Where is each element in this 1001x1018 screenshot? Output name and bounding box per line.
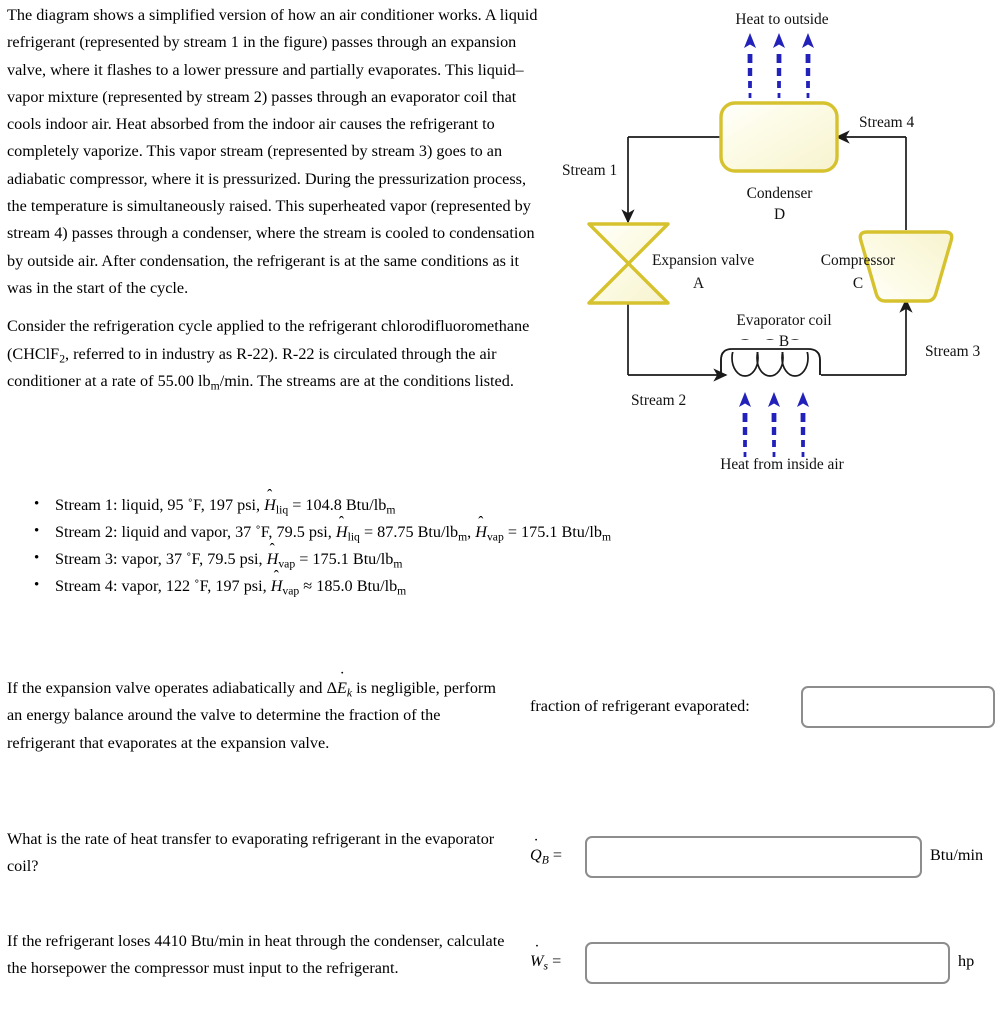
stream-name: Stream 2 (55, 523, 113, 541)
enthalpy-relation: = (299, 550, 309, 568)
stream-colon: : (113, 496, 122, 514)
mass-subscript-m: m (210, 379, 220, 393)
stream-description: liquid, 95 ˚F, 197 psi, (121, 496, 261, 514)
expansion-valve-label: Expansion valve (652, 252, 755, 269)
stream-4-label: Stream 4 (859, 114, 915, 131)
stream-colon: : (113, 550, 122, 568)
heat-from-inside-arrows (739, 392, 809, 457)
enthalpy-relation: ≈ (303, 577, 313, 595)
enthalpy-relation: = (363, 523, 374, 541)
heat-arrow-up-3 (802, 33, 814, 98)
enthalpy-separator: , (467, 523, 476, 541)
enthalpy-subscript: liq (275, 503, 289, 517)
q3-answer-symbol-group (530, 952, 561, 971)
enthalpy-value: 175.1 Btu/lb (312, 550, 394, 568)
question-1-text (7, 675, 507, 757)
enthalpy-relation: = (507, 523, 517, 541)
q1-text-before: If the expansion valve operates adiabatically and Δ (7, 679, 337, 697)
expansion-valve-letter: A (692, 275, 705, 292)
shaft-work-input[interactable] (585, 942, 950, 984)
fraction-evaporated-input[interactable] (801, 686, 995, 728)
q3-unit-label: hp (958, 952, 975, 970)
intro-paragraph-1: The diagram shows a simplified version of how an air conditioner works. A liquid refrigerant (represented by stream 1 in the figure) passes through an expansion valve, where it flashes to a lower pressure and partially evaporates. This liquid–vapor mixture (represented by stream 2) passes through an evaporator coil that cools indoor air. Heat absorbed from the indoor air causes the refrigerant to completely vaporize. This vapor stream (represented by stream 3) goes to an adiabatic compressor, where it is pressurized. During the pressurization process, the temperature is simultaneously raised. This superheated vapor (represented by stream 4) passes through a condenser, where the stream is cooled to condensation by outside air. After condensation, the refrigerant is at the same conditions as it was in the start of the cycle. (7, 6, 538, 297)
heat-rate-input[interactable] (585, 836, 922, 878)
stream-colon: : (113, 577, 122, 595)
list-item (7, 573, 807, 600)
heat-arrow-bottom-1 (739, 392, 751, 457)
heat-arrow-bottom-3 (797, 392, 809, 457)
shaft-work-subscript: s (543, 959, 549, 973)
enthalpy-subscript: vap (282, 584, 300, 598)
condenser-label: Condenser (746, 185, 813, 202)
diagram-svg (556, 0, 1001, 490)
heat-rate-subscript: B (541, 853, 549, 867)
enthalpy-unit-subscript: m (397, 584, 407, 598)
heat-rate-symbol: Q ˙ (530, 846, 542, 865)
enthalpy-symbol: H ˆ (475, 519, 487, 546)
evaporator-coil-label: Evaporator coil (736, 312, 832, 329)
heat-arrow-up-2 (773, 33, 785, 98)
intro-p2-part1: Consider the refrigeration cycle applied to the refrigerant chlorodifluoromethane (CHClF (7, 317, 530, 363)
enthalpy-value: 87.75 Btu/lb (377, 523, 459, 541)
enthalpy-unit-subscript: m (393, 557, 403, 571)
list-item (7, 519, 807, 546)
enthalpy-value: 185.0 Btu/lb (316, 577, 398, 595)
condenser-letter: D (773, 206, 786, 223)
stream-description: vapor, 122 ˚F, 197 psi, (121, 577, 267, 595)
q1-energy-subscript: k (346, 686, 353, 700)
q2-answer-symbol-group (530, 846, 562, 865)
enthalpy-symbol: H ˆ (267, 546, 279, 573)
q2-equals-sign: = (552, 846, 563, 864)
intro-p2-part2: , referred to in industry as R-22). R-22 is circulated through the air conditioner at a rate of 55.00 lb (7, 344, 497, 390)
question-3-text: If the refrigerant loses 4410 Btu/min in heat through the condenser, calculate the horsepower the compressor must input to the refrigerant. (7, 932, 505, 978)
heat-to-outside-label: Heat to outside (735, 11, 829, 28)
stream-description: liquid and vapor, 37 ˚F, 79.5 psi, (121, 523, 332, 541)
q1-energy-symbol: E ˙ (337, 675, 347, 702)
enthalpy-unit-subscript: m (601, 530, 612, 544)
q1-text-after: is negligible, perform an energy balance around the valve to determine the fraction of the refrigerant that evaporates at the expansion valve. (7, 679, 496, 752)
evaporator-coil-letter: B (778, 333, 790, 350)
stream-colon: : (113, 523, 122, 541)
stream-1-label: Stream 1 (562, 162, 618, 179)
condenser-shape (721, 103, 837, 171)
enthalpy-subscript: vap (278, 557, 296, 571)
stream-name: Stream 3 (55, 550, 113, 568)
list-item (7, 546, 807, 573)
enthalpy-symbol: H ˆ (336, 519, 348, 546)
enthalpy-symbol: H ˆ (264, 492, 276, 519)
question-2-text: What is the rate of heat transfer to evaporating refrigerant in the evaporator coil? (7, 830, 495, 876)
enthalpy-unit-subscript: m (458, 530, 468, 544)
stream-name: Stream 1 (55, 496, 113, 514)
q2-unit-label: Btu/min (930, 846, 984, 864)
stream-3-label: Stream 3 (925, 343, 981, 360)
formula-subscript-2: 2 (59, 351, 66, 365)
stream-name: Stream 4 (55, 577, 113, 595)
heat-to-outside-arrows (744, 33, 814, 98)
enthalpy-value: 104.8 Btu/lb (305, 496, 387, 514)
enthalpy-subscript: liq (347, 530, 360, 544)
compressor-label: Compressor (820, 252, 896, 269)
heat-arrow-up-1 (744, 33, 756, 98)
list-item (7, 492, 807, 519)
enthalpy-relation: = (292, 496, 302, 514)
stream-2-label: Stream 2 (631, 392, 687, 409)
question-1-row (0, 675, 1001, 795)
stream-description: vapor, 37 ˚F, 79.5 psi, (121, 550, 263, 568)
fraction-evaporated-label: fraction of refrigerant evaporated: (530, 697, 750, 715)
stream-conditions-list (7, 492, 807, 600)
q3-equals-sign: = (552, 952, 562, 970)
problem-statement (7, 2, 543, 395)
enthalpy-subscript: vap (486, 530, 504, 544)
heat-arrow-bottom-2 (768, 392, 780, 457)
intro-p2-part3: /min. The streams are at the conditions listed. (219, 371, 514, 390)
enthalpy-value: 175.1 Btu/lb (521, 523, 602, 541)
enthalpy-symbol: H ˆ (271, 573, 283, 600)
refrigeration-cycle-diagram (556, 0, 1001, 490)
shaft-work-symbol: W ˙ (530, 952, 543, 971)
enthalpy-unit-subscript: m (386, 503, 396, 517)
question-3-row (0, 928, 1001, 1018)
heat-from-inside-air-label: Heat from inside air (720, 456, 844, 473)
question-2-row (0, 826, 1001, 926)
intro-paragraph-2 (7, 313, 543, 395)
compressor-letter: C (852, 275, 864, 292)
